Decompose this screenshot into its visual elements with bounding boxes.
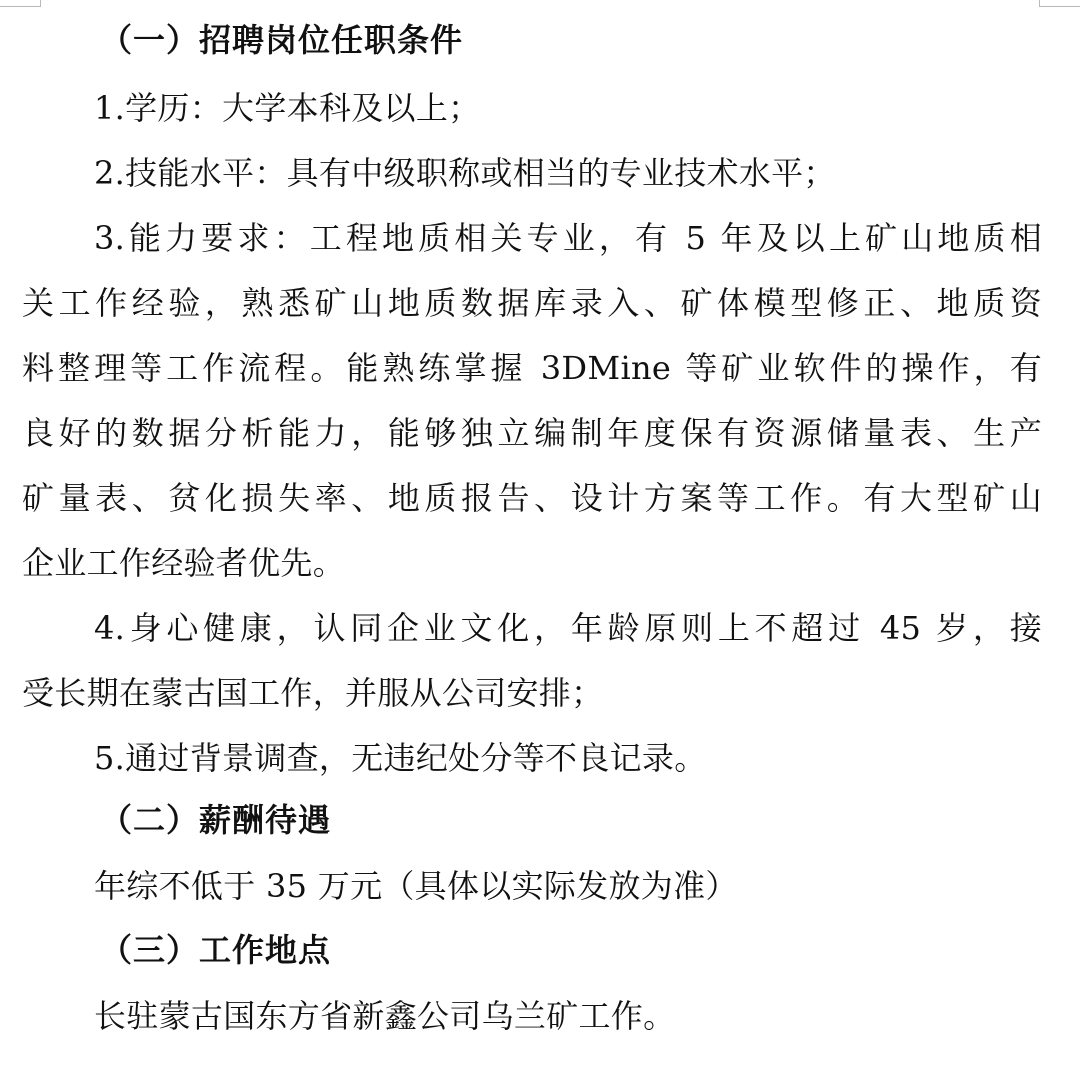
page-corner-mark-left xyxy=(0,0,41,7)
work-location-text: 长驻蒙古国东方省新鑫公司乌兰矿工作。 xyxy=(94,997,676,1035)
section-2-heading: （二）薪酬待遇 xyxy=(100,801,332,839)
requirement-health-line-2: 受长期在蒙古国工作，并服从公司安排； xyxy=(22,674,604,712)
requirement-ability-line-6: 企业工作经验者优先。 xyxy=(22,544,346,582)
requirement-ability-line-5: 矿量表、贫化损失率、地质报告、设计方案等工作。有大型矿山 xyxy=(22,479,1042,517)
requirement-ability-line-2: 关工作经验，熟悉矿山地质数据库录入、矿体模型修正、地质资 xyxy=(22,284,1042,322)
requirement-skill-level: 2.技能水平：具有中级职称或相当的专业技术水平； xyxy=(94,154,836,192)
requirement-ability-line-3: 料整理等工作流程。能熟练掌握 3DMine 等矿业软件的操作，有 xyxy=(22,349,1042,387)
requirement-ability-line-4: 良好的数据分析能力，能够独立编制年度保有资源储量表、生产 xyxy=(22,414,1042,452)
requirement-ability-line-1: 3.能力要求：工程地质相关专业，有 5 年及以上矿山地质相 xyxy=(94,219,1042,257)
requirement-education: 1.学历：大学本科及以上； xyxy=(94,89,481,127)
requirement-background-check: 5.通过背景调查，无违纪处分等不良记录。 xyxy=(94,739,707,777)
salary-text: 年综不低于 35 万元（具体以实际发放为准） xyxy=(94,867,738,905)
section-3-heading: （三）工作地点 xyxy=(100,931,332,969)
section-1-heading: （一）招聘岗位任职条件 xyxy=(100,21,464,59)
page-corner-mark-right xyxy=(1039,0,1080,7)
requirement-health-line-1: 4.身心健康，认同企业文化，年龄原则上不超过 45 岁，接 xyxy=(94,609,1042,647)
